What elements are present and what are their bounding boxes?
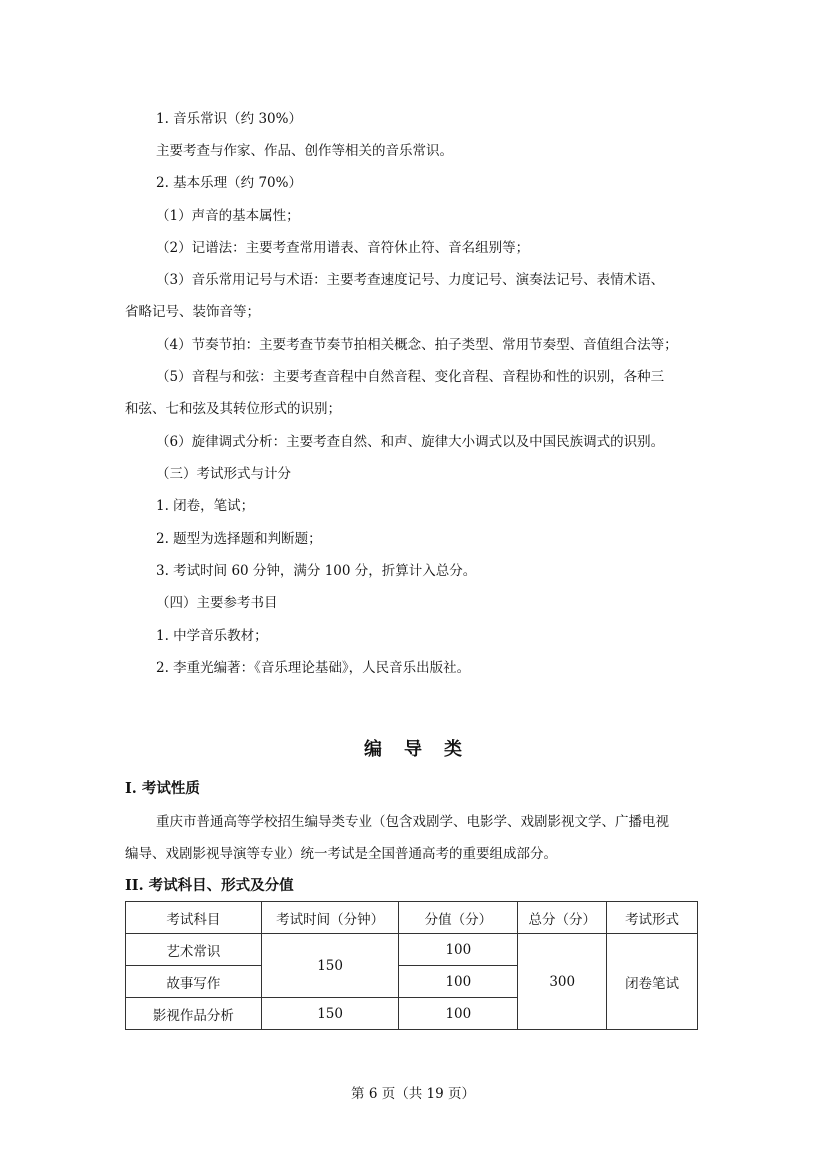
form-cell: 闭卷笔试 [607, 934, 698, 1030]
music-item-1-desc: 主要考查与作家、作品、创作等相关的音乐常识。 [156, 143, 453, 159]
subject-cell: 影视作品分析 [126, 998, 262, 1030]
page-footer: 第 6 页（共 19 页） [351, 1086, 475, 1102]
header-subject: 考试科目 [126, 902, 262, 934]
music-subitem-3: （3）音乐常用记号与术语：主要考查速度记号、力度记号、演奏法记号、表情术语、 [156, 272, 665, 288]
music-subitem-2: （2）记谱法：主要考查常用谱表、音符休止符、音名组别等； [156, 240, 530, 256]
music-subitem-5-cont: 和弦、七和弦及其转位形式的识别； [125, 401, 341, 417]
score-cell: 100 [399, 934, 518, 966]
exam-subjects-table [125, 901, 698, 1030]
exam-form-item-3: 3. 考试时间 60 分钟，满分 100 分，折算计入总分。 [156, 563, 477, 579]
heading-exam-subjects: II. 考试科目、形式及分值 [125, 877, 294, 894]
table-header-row [126, 902, 698, 934]
total-cell: 300 [518, 934, 607, 1030]
music-item-2: 2. 基本乐理（约 70%） [156, 175, 302, 191]
music-subitem-5: （5）音程与和弦：主要考查音程中自然音程、变化音程、音程协和性的识别，各种三 [156, 369, 665, 385]
score-cell: 100 [399, 998, 518, 1030]
shared-time-cell: 150 [261, 934, 399, 998]
references-heading: （四）主要参考书目 [156, 595, 278, 611]
music-subitem-4: （4）节奏节拍：主要考查节奏节拍相关概念、拍子类型、常用节奏型、音值组合法等； [156, 337, 678, 353]
heading-exam-nature: I. 考试性质 [125, 780, 200, 797]
music-item-1: 1. 音乐常识（约 30%） [156, 111, 302, 127]
header-score: 分值（分） [399, 902, 518, 934]
section-title: 编导类 [364, 739, 484, 760]
header-time: 考试时间（分钟） [261, 902, 399, 934]
music-subitem-3-cont: 省略记号、装饰音等； [125, 304, 260, 320]
score-cell: 100 [399, 966, 518, 998]
table-row [126, 934, 698, 966]
music-subitem-1: （1）声音的基本属性； [156, 208, 300, 224]
exam-nature-para-line-1: 重庆市普通高等学校招生编导类专业（包含戏剧学、电影学、戏剧影视文学、广播电视 [156, 814, 669, 830]
reference-item-1: 1. 中学音乐教材； [156, 628, 268, 644]
subject-cell: 艺术常识 [126, 934, 262, 966]
header-total: 总分（分） [518, 902, 607, 934]
music-subitem-6: （6）旋律调式分析：主要考查自然、和声、旋律大小调式以及中国民族调式的识别。 [156, 434, 665, 450]
header-form: 考试形式 [607, 902, 698, 934]
exam-form-item-1: 1. 闭卷，笔试； [156, 498, 255, 514]
time-cell: 150 [261, 998, 399, 1030]
exam-nature-para-line-2: 编导、戏剧影视导演等专业）统一考试是全国普通高考的重要组成部分。 [125, 846, 557, 862]
reference-item-2: 2. 李重光编著：《音乐理论基础》，人民音乐出版社。 [156, 660, 471, 676]
exam-form-heading: （三）考试形式与计分 [156, 466, 291, 482]
exam-form-item-2: 2. 题型为选择题和判断题； [156, 531, 322, 547]
subject-cell: 故事写作 [126, 966, 262, 998]
